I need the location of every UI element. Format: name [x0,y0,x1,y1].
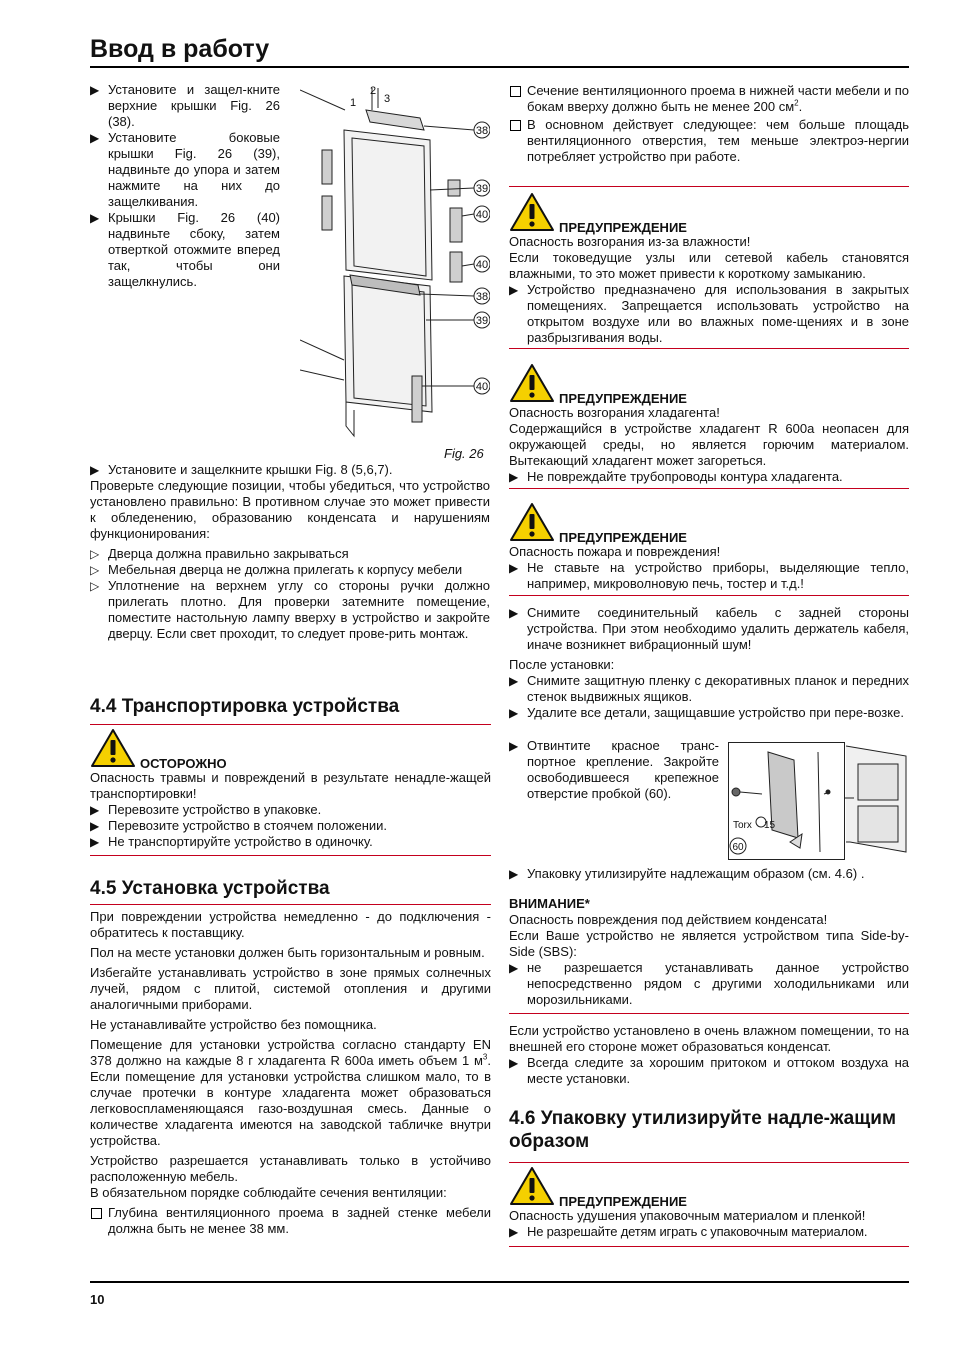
caution-label: ОСТОРОЖНО [140,756,227,771]
warn1-line2: Если токоведущие узлы или сетевой кабель становятся влажными, то это может привести к короткому замыканию. [509,250,909,281]
footer-rule [90,1281,909,1283]
humid-para: Если устройство установлено в очень влажном помещении, то на внешней его стороне может образоваться конденсат. [509,1023,909,1054]
warning-fire [509,502,909,592]
section-4-6-heading: 4.6 Упаковку утилизируйте надле-жащим образом [509,1108,896,1152]
transport-bullet-3: ▶ Не транспортируйте устройство в одиночку. [90,834,491,850]
after-step-parts: ▶ Удалите все детали, защищавшие устройство при пере-возке. [509,705,909,721]
cable-step: ▶ Снимите соединительный кабель с задней стороны устройства. При этом необходимо удалить держатель кабеля, иначе возникнет вибрационный шум! [509,605,909,653]
warning-triangle-icon [509,502,555,542]
vent-depth-item: Глубина вентиляционного проема в задней стенке мебели должна быть не менее 38 мм. [90,1205,491,1237]
section-4-4-rule [90,724,491,725]
torx-label: Torx [733,820,752,831]
section-4-4-caution [90,728,491,850]
check-furniture-door: ▷ Мебельная дверца не должна прилегать к корпусу мебели [90,562,490,578]
transport-lock-figure [728,742,909,860]
vent-general-item: В основном действует следующее: чем больше площадь вентиляционного отверстия, тем меньше электроэ-нергии потребляет устройство при работе. [509,117,909,165]
right-after-steps [509,605,909,721]
right-vent [509,83,909,165]
section-4-5-body [90,909,491,1237]
sec46-warn-label: ПРЕДУПРЕЖДЕНИЕ [559,1194,687,1209]
check-seal: ▷ Уплотнение на верхнем углу со стороны ручки должно прилегать плотно. Для проверки затемните помещение, поместите настольную лампу вверху в устройство и закройте дверцу. Если свет проходит, то следует прове-рить монтаж. [90,578,490,642]
callout-1: 1 [350,97,357,109]
torx-size: 15 [764,820,776,831]
caution-header [90,728,491,770]
callout-2: 2 [370,85,377,97]
callout-40-a: 40 [475,209,489,221]
step-side-covers: ▶ Установите боковые крышки Fig. 26 (39), надвиньте до упора и затем нажмите на них до защелкивания. [90,130,280,210]
warn2-label: ПРЕДУПРЕЖДЕНИЕ [559,391,687,406]
section-4-6-warning [509,1166,909,1240]
transport-lock-diagram [728,742,909,860]
cabinet-install-diagram [300,80,490,442]
para-helper: Не устанавливайте устройство без помощника. [90,1017,377,1032]
after-step-film: ▶ Снимите защитную пленку с декоративных планок и передних стенок выдвижных ящиков. [509,673,909,705]
warn3-line1: Опасность пожара и повреждения! [509,544,721,559]
attention-bottom-rule [509,1013,909,1014]
callout-39-top: 39 [475,183,489,195]
sec46-bullet: ▶ Не разрешайте детям играть с упаковочным материалом. [509,1224,909,1240]
attention-line1: Опасность повреждения под действием конденсата! [509,912,828,927]
attention-bullet: ▶ не разрешается устанавливать данное устройство непосредственно рядом с другими холодильниками или морозильниками. [509,960,909,1008]
install-steps-top [90,82,280,290]
warn1-top-rule [509,186,909,187]
plug-callout-60: 60 [732,842,744,853]
para-furniture: Устройство разрешается устанавливать только в устойчиво расположенную мебель. [90,1153,491,1184]
step-covers-40: ▶ Крышки Fig. 26 (40) надвиньте сбоку, затем отверткой отожмите вперед так, чтобы они защелкнулись. [90,210,280,290]
caution-text: Опасность травмы и повреждений в результате ненадле-жащей транспортировки! [90,770,491,801]
warn2-line1: Опасность возгорания хладагента! [509,405,720,420]
sec46-warn-line: Опасность удушения упаковочным материалом и пленкой! [509,1208,866,1223]
attention-line2: Если Ваше устройство не является устройством типа Side-by-Side (SBS): [509,928,909,959]
warning-triangle-icon [509,1166,555,1206]
attention-label: ВНИМАНИЕ* [509,896,590,911]
warn3-bullet: ▶ Не ставьте на устройство приборы, выделяющие тепло, например, микроволновую печь, тостер и т.д.! [509,560,909,592]
warn1-label: ПРЕДУПРЕЖДЕНИЕ [559,220,687,235]
callout-40-b: 40 [475,259,489,271]
vent-section-item: Сечение вентиляционного проема в нижней части мебели и по бокам вверху должно быть не менее 200 $см^2$. [509,83,909,115]
warn2-bottom-rule [509,488,909,489]
step-fig8: ▶ Установите и защелкните крышки Fig. 8 (5,6,7). [90,462,490,478]
warning-moisture [509,192,909,346]
callout-38-mid: 38 [475,291,489,303]
transport-bullet-2: ▶ Перевозите устройство в стоячем положении. [90,818,491,834]
para-damage: При повреждении устройства немедленно - до подключения - обратитесь к поставщику. [90,909,491,940]
warn2-line2: Содержащийся в устройстве хладагент R 600a неопасен для окружающей среды, но является горючим материалом. Вытекающий хладагент может загореться. [509,421,909,468]
warn2-bullet: ▶ Не повреждайте трубопроводы контура хладагента. [509,469,909,485]
warning-triangle-icon [509,192,555,232]
warn1-bottom-rule [509,348,909,349]
section-4-6-bottom-rule [509,1246,909,1247]
step-top-covers: ▶ Установите и защел-кните верхние крышки Fig. 26 (38). [90,82,280,130]
warn3-bottom-rule [509,595,909,596]
red-fastener-step: ▶ Отвинтите красное транс-портное крепление. Закройте освободившееся крепежное отверстие пробкой (60). [509,738,719,802]
warning-triangle-icon [509,363,555,403]
check-door: ▷ Дверца должна правильно закрываться [90,546,490,562]
dispose-step: ▶ Упаковку утилизируйте надлежащим образом (см. 4.6) . [509,866,909,882]
page-title: Ввод в работу [90,35,270,63]
para-standard: Помещение для установки устройства согласно стандарту EN 378 должно на каждые 8 г хладагента R 600a иметь объем 1 $м^3$. Если помещение для установки устройства слишком мало, то в случае протечки в контуре хладагента может образоваться легковоспламеняющаяся газо-воздушная смесь. Данные о количестве хладагента имеются на заводской табличке внутри устройства. [90,1037,491,1148]
warning-triangle-icon [90,728,136,768]
caution-end-rule [90,855,491,856]
section-4-5-rule [90,904,491,905]
callout-38-top: 38 [475,125,489,137]
warn3-label: ПРЕДУПРЕЖДЕНИЕ [559,530,687,545]
transport-bullet-1: ▶ Перевозите устройство в упаковке. [90,802,491,818]
warn1-bullet: ▶ Устройство предназначено для использования в закрытых помещениях. Запрещается использовать устройство на открытом воздухе или во влажных поме-щениях и в зоне разбрызгивания воды. [509,282,909,346]
para-sun: Избегайте устанавливать устройство в зоне прямых солнечных лучей, рядом с плитой, системой отопления и другими аналогичными приборами. [90,965,491,1012]
header-rule [90,66,909,68]
para-floor: Пол на месте установки должен быть горизонтальным и ровным. [90,945,485,960]
section-4-5-heading: 4.5 Установка устройства [90,878,330,899]
callout-3: 3 [384,93,391,105]
section-4-4-heading: 4.4 Транспортировка устройства [90,696,400,717]
warn1-line1: Опасность возгорания из-за влажности! [509,234,751,249]
section-4-6-rule [509,1162,909,1163]
callout-40-bottom: 40 [475,381,489,393]
figure-26-caption: Fig. 26 [444,446,484,461]
page-number: 10 [90,1292,105,1307]
para-vent-intro: В обязательном порядке соблюдайте сечения вентиляции: [90,1185,447,1200]
humid-bullet: ▶ Всегда следите за хорошим притоком и оттоком воздуха на месте установки. [509,1055,909,1087]
figure-26 [300,80,490,442]
check-intro: Проверьте следующие позиции, чтобы убедиться, что устройство установлено правильно: В противном случае это может привести к обледенению, образованию конденсата и нарушениям функционирования: [90,478,490,541]
after-install-label: После установки: [509,657,615,672]
attention-block [509,896,909,1008]
red-fastener-step-wrap [509,738,719,802]
warning-refrigerant [509,363,909,485]
humid-block [509,1023,909,1087]
left-checks [90,462,490,642]
right-dispose [509,866,909,882]
callout-39-mid: 39 [475,315,489,327]
